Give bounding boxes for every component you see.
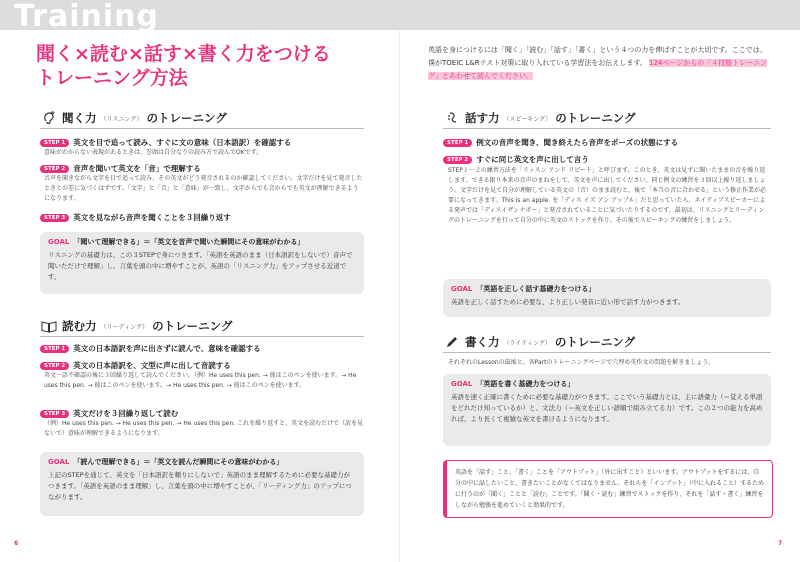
speech-icon xyxy=(443,110,461,126)
reading-step-3 xyxy=(40,408,178,419)
step-note: 英文一語不確認の後に３回繰り返して読んでください。（例）He uses this pen. → 彼はこのペンを使います。→ He uses this pen. → 彼はこのペンを使います。→ He uses this pen. → 彼はこのペンを使います。 xyxy=(44,372,357,389)
goal-label: GOAL xyxy=(451,285,473,293)
reading-subtitle: （リーディング） xyxy=(100,323,149,331)
page-title-line1: 聞く×読む×話す×書く力をつける xyxy=(36,43,331,65)
header-title: Training xyxy=(14,0,159,34)
goal-label: GOAL xyxy=(48,458,70,466)
listening-step-2 xyxy=(40,163,201,174)
section-rule xyxy=(443,128,771,129)
page-title xyxy=(36,42,356,90)
listening-step-3 xyxy=(40,212,231,223)
step-badge: STEP 2 xyxy=(40,165,69,173)
step-text: 英文を目で追って読み、すぐに文の意味（日本語訳）を確認する xyxy=(73,138,292,147)
reading-step-1 xyxy=(40,343,261,354)
speaking-step-2 xyxy=(443,154,589,165)
page-divider xyxy=(399,30,400,562)
ear-icon xyxy=(40,110,58,126)
step-note: 意味がわからない表現があるときは、巻頭は自分なりの読み方で読んでOKです。 xyxy=(44,149,263,156)
reading-title: 読む力 xyxy=(62,319,97,333)
speaking-goal-box xyxy=(443,279,771,317)
step-text: 音声を聞いて英文を「音」で理解する xyxy=(73,164,201,173)
step-badge: STEP 3 xyxy=(40,410,69,418)
goal-body: 上記のSTEPを通じて、英文を「日本語訳を頼りにしないで」英語のまま理解するために必要な基礎力がつきます。「英語を英語のまま理解」し、言葉を頭の中に増やすことが、「リーディング力」のアップにつながります。 xyxy=(48,471,352,501)
step-badge: STEP 1 xyxy=(443,139,472,147)
intro-body: 英語を身につけるには「聞く」「読む」「話す」「書く」という４つの力を伸ばすことが大切です。ここでは、僕がTOEIC L&Rテスト対策に取り入れている学習法をお伝えします。 xyxy=(428,46,767,67)
step-text: 英文の日本語訳を声に出さずに読んで、意味を確認する xyxy=(73,344,261,353)
listening-subtitle: （リスニング） xyxy=(100,115,143,123)
step-badge: STEP 2 xyxy=(443,156,472,164)
step-badge: STEP 1 xyxy=(40,139,69,147)
step-badge: STEP 3 xyxy=(40,214,69,222)
listening-section-title xyxy=(40,110,227,126)
listening-step-1 xyxy=(40,137,291,148)
reading-title-tail: のトレーニング xyxy=(152,319,233,333)
goal-body: 英語を正しく話すために必要な、より正しい発音に近い形で話す力がつきます。 xyxy=(451,298,685,306)
goal-label: GOAL xyxy=(48,238,70,246)
speaking-step-1 xyxy=(443,137,678,148)
step-badge: STEP 1 xyxy=(40,345,69,353)
section-rule xyxy=(40,336,364,337)
listening-title-tail: のトレーニング xyxy=(146,111,227,125)
speaking-title-tail: のトレーニング xyxy=(555,111,636,125)
writing-subtitle: （ライティング） xyxy=(503,339,551,347)
step-text: すぐに同じ英文を声に出して言う xyxy=(476,155,589,164)
goal-heading: 「英語を正しく話す基礎力をつける」 xyxy=(476,285,596,293)
step-badge: STEP 2 xyxy=(40,362,69,370)
section-rule xyxy=(40,128,364,129)
goal-heading: 「英語を書く基礎力をつける」 xyxy=(476,380,575,388)
step-note: 音声を聞きながら文字を目で追って読み、その英文がどう発音されるのか確認してください。文字だけを見て発音したときとの差に気づくはずです。「文字」と「音」と「意味」が一致し、文字からでも音からでも英文が理解できるようになります。 xyxy=(44,175,363,202)
page-title-line2: トレーニング方法 xyxy=(36,67,188,89)
writing-section-title xyxy=(443,334,635,350)
reading-section-title xyxy=(40,318,232,334)
speaking-title: 話す力 xyxy=(465,111,500,125)
book-icon xyxy=(40,318,58,334)
intro-highlight: 124ページからの「４技能トレーニング」とあわせて読んでください。 xyxy=(428,59,768,80)
speaking-subtitle: （スピーキング） xyxy=(503,115,552,123)
writing-note: それぞれのLessonの最後と、各Partのトレーニングページで穴埋め英作文の問題を解きましょう。 xyxy=(448,359,715,366)
writing-title-tail: のトレーニング xyxy=(554,335,636,349)
step-text: 英文だけを３回繰り返して読む xyxy=(73,409,179,418)
goal-label: GOAL xyxy=(451,380,473,388)
step-note: STEP１～２の練習方法を「リッスン アンド リピート」と呼びます。このとき、英文は見ずに聞いたままの音を繰り返します。できる限り本来の音声のまねをして、英文を声に出してください。同じ例文の練習を３回以上繰り返しましょう。文字だけを見て自分が理解している英文の（音）のまま読むと、後で「本当の音に合わせる」という修正作業が必要になってきます。This is an apple. を「ディス イズ アン アップル」だと思っていたら、ネイティブスピーカーによる発声では「ディスイザンナポー」と発音されていることに気づいたりするのです。最初は、リスニングとリーディングのトレーニングを行って自分の中に英文のストックを作り、その後でスピーキングの練習をしましょう。 xyxy=(448,167,767,224)
goal-heading: 「聞いて理解できる」＝「英文を音声で聞いた瞬間にその意味がわかる」 xyxy=(73,238,305,246)
step-note: （例）He uses this pen. → He uses this pen. → He uses this pen. これを繰り返すと、英文を読むだけで（訳を見ないで）意味が理解できるようになります。 xyxy=(44,420,364,437)
listening-title: 聞く力 xyxy=(62,111,97,125)
intro-text xyxy=(428,44,768,83)
step-text: 英文を見ながら音声を聞くことを３回繰り返す xyxy=(73,213,231,222)
pen-icon xyxy=(443,334,461,350)
goal-heading: 「読んで理解できる」＝「英文を読んだ瞬間にその意味がわかる」 xyxy=(73,458,284,466)
reading-step-2 xyxy=(40,360,231,371)
page-number-left: 6 xyxy=(14,540,19,547)
page-number-right: 7 xyxy=(778,540,783,547)
reading-goal-box xyxy=(40,452,364,516)
listening-goal-box xyxy=(40,232,364,294)
writing-goal-box xyxy=(443,374,771,446)
output-callout: 英語を「話す」こと、「書く」ことを「アウトプット」（外に出すこと）といいます。アウトプットをするには、自分の中に話したいこと、書きたいことがなくてはなりません。それらを「インプット」（中に入れること）するために行うのが「聞く」ことと「読む」ことです。「聞く・読む」練習でストックを作り、それを「話す・書く」練習をしながら勉強を進めていくと効果的です。 xyxy=(443,460,773,518)
section-rule xyxy=(443,352,771,353)
step-text: 例文の音声を聞き、聞き終えたら音声をポーズの状態にする xyxy=(476,138,679,147)
step-text: 英文の日本語訳を、文型に声に出して音読する xyxy=(73,361,231,370)
goal-body: 英語を速く正確に書くために必要な基礎力がつきます。ここでいう基礎力とは、主に語彙力（＝覚える単語をどれだけ知っているか）と、文法力（＝英文を正しい語順で組み立てる力）です。この２つの能力を高めれば、より長くて複雑な英文を書けるようになります。 xyxy=(451,393,763,423)
goal-body: リスニングの基礎力は、この３STEPで身につきます。「英語を英語のまま（日本語訳をしないで）音声で聞いただけで理解」し、言葉を頭の中に増やすことが、英語の「リスニング力」をアップさせる近道です。 xyxy=(48,251,353,281)
speaking-section-title xyxy=(443,110,636,126)
writing-title: 書く力 xyxy=(465,335,500,349)
